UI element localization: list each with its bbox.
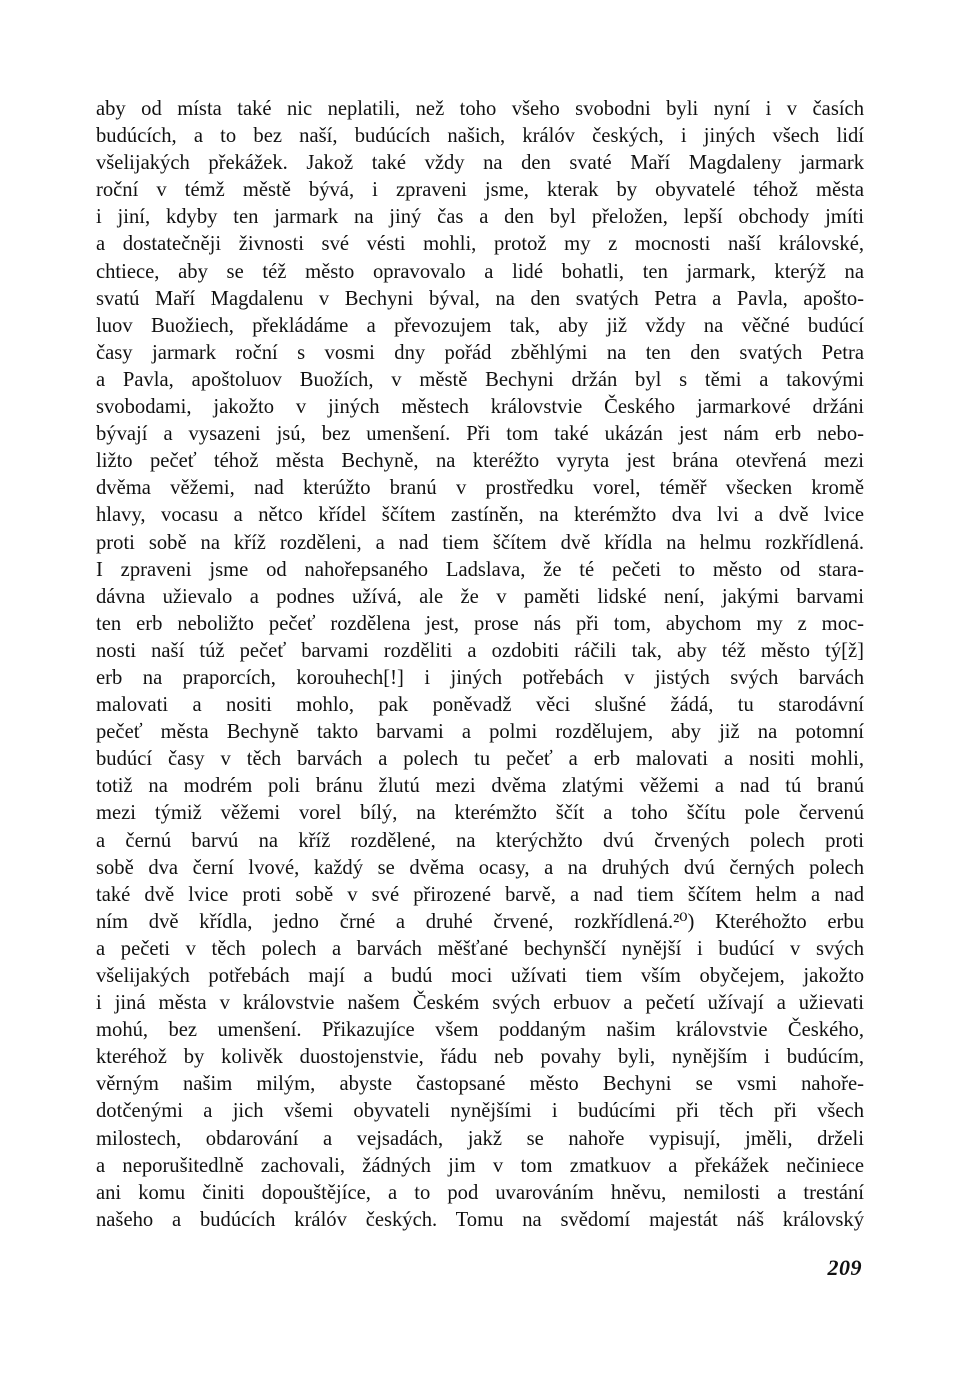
text-line: i jiní, kdyby ten jarmark na jiný čas a den byl přeložen, lepší obchody jmíti: [96, 206, 864, 229]
text-line: I zpraveni jsme od nahořepsaného Ladslava, že té pečeti to město od stara-: [96, 558, 864, 581]
text-line: luov Buožiech, překládáme a převozujem tak, aby již vždy na věčné budúcí: [96, 314, 864, 337]
text-line: sobě dva černí lvové, každý se dvěma ocasy, a na druhých dvú černých polech: [96, 856, 864, 879]
text-line: ani komu činiti dopouštějíce, a to pod uvarováním hněvu, nemilosti a trestání: [96, 1181, 864, 1204]
text-line: všelijakých překážek. Jakož také vždy na den svaté Maří Magdaleny jarmark: [96, 152, 864, 175]
text-line: mohú, bez umenšení. Přikazujíce všem poddaným našim královstvie Českého,: [96, 1019, 864, 1042]
text-line: věrným našim milým, abyste častopsané město Bechyni se vsmi nahoře-: [96, 1073, 864, 1096]
text-line: aby od místa také nic neplatili, než toho všeho svobodni byli nyní i v časích: [96, 98, 864, 120]
text-line: chtiece, aby se též město opravovalo a lidé bohatli, ten jarmark, kterýž na: [96, 260, 864, 283]
text-line: našeho a budúcích králóv českých. Tomu na svědomí majestát náš královský: [96, 1208, 864, 1231]
text-line: dotčenými a jich všemi obyvateli nynějšími i budúcími při těch při všech: [96, 1100, 864, 1123]
text-line: ním dvě křídla, jedno črné a druhé črvené, rozkřídlená.²⁰) Kteréhožto erbu: [96, 910, 864, 933]
text-line: hlavy, vocasu a nětco křídel ščítem zastíněn, na kterémžto dva lvi a dvě lvice: [96, 504, 864, 527]
text-line: malovati a nositi mohlo, pak poněvadž věci slušné žádá, tu starodávní: [96, 694, 864, 717]
text-line: totiž na modrém poli bránu žlutú mezi dvěma zlatými věžemi a nad tú branú: [96, 775, 864, 798]
text-line: všelijakých potřebách mají a budú moci užívati tiem vším obyčejem, jakožto: [96, 965, 864, 987]
text-line: proti sobě na kříž rozděleni, a nad tiem ščítem dvě křídla na helmu rozkřídlená.: [96, 531, 864, 554]
text-line: svobodami, jakožto v jiných městech královstvie Českého jarmarkové držáni: [96, 396, 864, 419]
text-line: dávna užievalo a podnes užívá, ale že v paměti lidské není, jakými barvami: [96, 585, 864, 608]
body-text: [96, 96, 864, 1234]
text-line: pečeť města Bechyně takto barvami a polmi rozdělujem, aby již na potomní: [96, 721, 864, 744]
text-line: milostech, obdarování a vejsadách, jakž se nahoře vypisují, jměli, drželi: [96, 1127, 864, 1150]
text-line: kteréhož by kolivěk duostojenstvie, řádu neb povahy byli, nynějším i budúcím,: [96, 1046, 864, 1069]
text-line: ten erb neboližto pečeť rozdělena jest, prose nás při tom, abychom my z moc-: [96, 612, 864, 635]
text-line: mezi týmiž věžemi vorel bílý, na kterémžto ščít a toho ščítu pole červenú: [96, 802, 864, 825]
text-line: budúcí časy v těch barvách a polech tu pečeť a erb malovati a nositi mohli,: [96, 748, 864, 771]
text-line: bývají a vysazeni jsú, bez umenšení. Při tom také ukázán jest nám erb nebo-: [96, 423, 864, 446]
text-line: a pečeti v těch polech a barvách měšťané bechynščí nynější i budúcí v svých: [96, 937, 864, 960]
text-line: a neporušitedlně zachovali, žádných jim v tom zmatkuov a překážek nečiniece: [96, 1154, 864, 1177]
text-line: a černú barvú na kříž rozdělené, na kterýchžto dvú črvených polech proti: [96, 829, 864, 852]
text-line: nosti naší túž pečeť barvami rozděliti a ozdobiti ráčili tak, aby též město tý[ž]: [96, 639, 864, 662]
text-line: dvěma věžemi, nad kterúžto branú v prostředku vorel, téměř všecken kromě: [96, 477, 864, 500]
text-line: budúcích, a to bez naší, budúcích našich, králóv českých, i jiných všech lidí: [96, 125, 864, 148]
text-line: a Pavla, apoštoluov Buožích, v městě Bechyni držán byl s těmi a takovými: [96, 368, 864, 391]
text-line: také dvě lvice proti sobě v své přirozené barvě, a nad tiem ščítem helm a nad: [96, 883, 864, 906]
text-line: ližto pečeť téhož města Bechyně, na kteréžto vyryta jest brána otevřená mezi: [96, 450, 864, 473]
page-number: 209: [827, 1255, 862, 1280]
text-line: a dostatečněji živnosti své vésti mohli, protož my z mocnosti naší královské,: [96, 233, 864, 256]
text-line: roční v témž městě bývá, i zpraveni jsme, kterak by obyvatelé téhož města: [96, 179, 864, 202]
text-line: časy jarmark roční s vosmi dny pořád zběhlými na ten den svatých Petra: [96, 341, 864, 364]
text-line: svatú Maří Magdalenu v Bechyni býval, na den svatých Petra a Pavla, apošto-: [96, 287, 864, 310]
text-line: erb na praporcích, korouhech[!] i jiných potřebách v jistých svých barvách: [96, 666, 864, 689]
text-line: i jiná města v královstvie našem Českém svých erbuov a pečetí užívají a užievati: [96, 992, 864, 1015]
